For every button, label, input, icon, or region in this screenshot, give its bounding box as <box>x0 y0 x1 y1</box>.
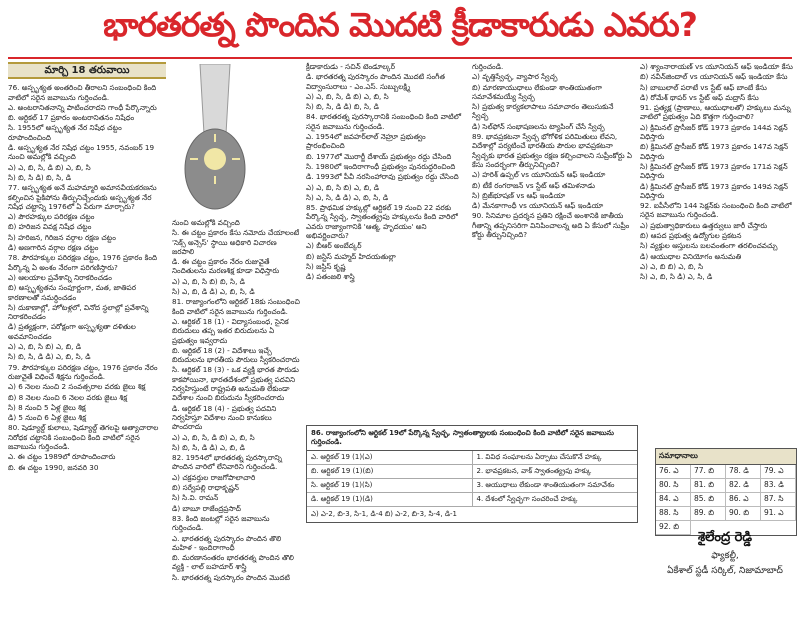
text-line: బి) జస్టిస్ మహ్మద్ హిదయతుల్లా <box>306 251 396 261</box>
table-cell: ఎ. ఆర్టికల్ 19 (1)(ఎ) <box>307 451 473 464</box>
text-line: ఎ) చక్రవర్తుల రాజగోపాలాచారి <box>172 472 256 482</box>
text-line: సి) బి, సి, డి డి) ఎ, బి, డి <box>172 442 245 452</box>
text-line: బి. ఆర్టికల్ 18 (2) - విదేశాలు ఇచ్చే బిరుదులను భారతీయ పౌరులు స్వీకరించరాదు <box>172 345 300 365</box>
text-line: డి) బాబూ రాజేంద్రప్రసాద్ <box>172 503 241 513</box>
text-line: గుర్తించండి. <box>472 62 504 71</box>
text-line: సి) దుకాణాల్లో, హోటళ్లలో, వినోద స్థలాల్లో ప్రవేశాన్ని నిరాకరించడం <box>8 302 149 322</box>
text-line: బి) 8 నెలల నుంచి 6 నెలల వరకు జైలు శిక్ష <box>8 392 128 402</box>
text-line: ఎ) ఎ, బి, సి బి) ఎ, బి, డి <box>8 342 82 352</box>
table-cell: 4. దేశంలో స్వేచ్ఛగా సంచరించే హక్కు <box>476 495 578 503</box>
text-line: ఎ. అంటరానితనాన్ని పాటించరాదని గాంధీ పేర్కొన్నారు <box>8 102 157 112</box>
author-block <box>655 530 795 578</box>
answer-item: 85. బి <box>691 493 726 507</box>
text-line: సి. ఆర్టికల్ 18 (3) - ఒక వ్యక్తి భారత పౌరుడు కాకపోయినా, భారతదేశంలో ప్రభుత్వ పదవిని నిర్వహిస్తుంటే రాష్ట్రపతి అనుమతి లేకుండా విదేశాల నుంచి బిరుదును స్వీకరించరాదు <box>172 365 299 403</box>
text-line: డి. అస్పృశ్యత నేర నిషేధ చట్టం 1955, నవంబర్ 19 నుంచి అమల్లోకి వచ్చింది <box>8 143 155 162</box>
answer-item: 89. బి <box>691 507 726 521</box>
text-line: ఎ) ఎ, బి, సి బి) ఎ, బి, డి <box>306 182 380 192</box>
text-line: సి) బ్రిజ్‌భూషణ్ vs ఆఫ్ ఇండియా <box>472 190 566 200</box>
text-line: డి) 5 నుంచి 6 ఏళ్ల జైలు శిక్ష <box>8 413 86 423</box>
text-line: డి. 1993లో పీవీ నరసింహారావు ప్రభుత్వం రద్దు చేసింది <box>306 172 459 182</box>
text-line: ఎ) 6 నెలల నుంచి 2 సంవత్సరాల వరకు జైలు శిక్ష <box>8 382 146 392</box>
text-line: బి) టీకే రంగరాజన్ vs స్టేట్ ఆఫ్ తమిళనాడు <box>472 180 596 190</box>
text-line: ఎ) ఎ, బి బి) ఎ, బి, సి <box>640 261 704 271</box>
text-line: ఎ) వృత్తిస్వేచ్ఛ, వ్యాపార స్వేచ్ఛ <box>472 72 558 82</box>
text-line: బి. ఈ చట్టం 1990, జనవరి 30 <box>8 462 99 472</box>
text-line: ఎ. 1954లో జవహర్‌లాల్ నెహ్రూ ప్రభుత్వం ప్రారంభించింది <box>306 132 426 151</box>
table-cell: 2. భావప్రకటన, వాక్ స్వాతంత్య్రపు హక్కు <box>476 467 592 475</box>
table-row <box>307 451 637 465</box>
text-line: బి) సర్వేపల్లి రాధాకృష్ణన్ <box>172 483 239 493</box>
text-line: ఎ. భారతరత్న పురస్కారం పొందిన తొలి మహిళ - ఇందిరాగాంధీ <box>172 533 282 552</box>
text-line: 91. ప్రత్యక్ష (ప్రాణాలు, ఆయుధాలతో) హక్కులు మన్ను వాటిలో ప్రభుత్వం ఏది కొత్తగా గుర్తించాలి? <box>640 103 791 122</box>
answer-item: 79. ఎ <box>761 465 796 479</box>
answer-item: 90. బి <box>726 507 761 521</box>
text-line: 77. అస్పృశ్యత అనే మహమ్మారి అమానవీయకరణను కల్పించిన పైకిపోను తీర్పునిచ్చేందుకు అస్పృశ్యత నేర నిషేధ చట్టాన్ని 1976లో ఏ పేరుగా మార్చారు? <box>8 183 157 211</box>
table-row <box>307 465 637 479</box>
author-name: శైలేంద్ర రెడ్డి <box>698 530 752 545</box>
answer-item: 80. సి <box>656 479 691 493</box>
text-line: 82. 1954లో భారతరత్న పురస్కారాన్ని పొందిన వారిలో లేనివారిని గుర్తించండి. <box>172 453 282 472</box>
text-line: డి) క్రిమినల్ ప్రొసీజర్ కోడ్ 1973 ప్రకారం 149వ సెక్షన్ విధిస్తారు <box>640 181 788 200</box>
text-line: డి) అణగారిన వర్గాల రక్షణ చట్టం <box>8 243 99 253</box>
text-line: 78. పౌరహక్కుల పరిరక్షణ చట్టం, 1976 ప్రకారం కింది పేర్కొన్న ఏ అంశం నేరంగా పరిగణిస్తారు? <box>8 253 158 272</box>
text-line: ఎ) ఎ, బి, సి, డి బి) ఎ, బి, సి <box>172 432 255 442</box>
text-line: ఎ) బీఆర్ అంబేద్కర్ <box>306 241 362 251</box>
answer-item: 82. డి <box>726 479 761 493</box>
text-line: సి. ఈ చట్టం ప్రకారం కేసు నమోదు చేయాలంటే 'సెక్స్ అన్సెస్' స్థాయి అధికారి విచారణ జరపాలి <box>172 228 300 256</box>
text-line: సి) ఎ, బి, డి డి) ఎ, బి, సి, డి <box>172 287 255 297</box>
text-line: డి. ఈ చట్టం ప్రకారం నేరం రుజువైతే నిందితులను మరణశిక్ష కూడా విధిస్తారు <box>172 257 280 276</box>
table-cell: సి. ఆర్టికల్ 19 (1)(సి) <box>307 479 473 492</box>
table-cell: 3. ఆయుధాలు లేకుండా శాంతియుతంగా సమావేశం <box>476 481 615 489</box>
text-line: సి) 8 నుంచి 5 ఏళ్ల జైలు శిక్ష <box>8 402 86 412</box>
answer-item: 78. డి <box>726 465 761 479</box>
text-line: క్రీడాకారుడు - సచిన్ టెండూల్కర్ <box>306 62 396 71</box>
answer-key-header: సమాధానాలు <box>656 449 796 465</box>
answer-item: 88. సి <box>656 507 691 521</box>
text-line: 83. కింది జంటల్లో సరైన జవాబును గుర్తించండి. <box>172 513 270 533</box>
text-line: డి) సెల్‌ఫోన్ సంభాషణలను ట్యాపింగ్ చేసే స్వేచ్ఛ <box>472 121 605 131</box>
text-line: బి) హరిజన వివక్ష నిషేధ చట్టం <box>8 222 92 232</box>
table-cell: 1. వివిధ సంఘాలను ఏర్పాటు చేసుకొనే హక్కు <box>476 453 602 461</box>
text-line: సి. 1980లో ఇందిరాగాంధీ ప్రభుత్వం పునరుద్ధరించింది <box>306 161 456 171</box>
title-rule <box>8 57 792 59</box>
author-institute: ఏకేశాల్ స్టడీ సర్కిల్, నిజామాబాద్ <box>667 566 783 576</box>
answer-item: 92. బి <box>656 521 691 535</box>
answer-item: 77. బి <box>691 465 726 479</box>
text-line: సి) ప్రభుత్వ కార్యకలాపాలు సమాచారం తెలుసుకునే స్వేచ్ఛ <box>472 102 614 121</box>
answer-item: 86. ఎ <box>726 493 761 507</box>
answer-key <box>655 448 797 536</box>
page-title: భారతరత్న పొందిన మొదటి క్రీడాకారుడు ఎవరు? <box>103 4 697 44</box>
text-line: సి) బి, సి డి) బి, సి, డి <box>8 172 72 182</box>
table-cell: బి. ఆర్టికల్ 19 (1)(బి) <box>307 465 473 478</box>
text-line: సి) బి, సి, డి డి) ఎ, బి, సి, డి <box>8 352 91 362</box>
text-line: సి) హరిజన, గిరిజన వర్గాల రక్షణ చట్టం <box>8 232 116 242</box>
text-line: 76. అస్పృశ్యత అంతరించి తీరాలని సంబంధించి కింది వాటిలో సరైన జవాబును గుర్తించండి. <box>8 83 157 102</box>
text-line: డి) మేనకాగాంధీ vs యూనియన్ ఆఫ్ ఇండియా <box>472 201 604 211</box>
text-line: ఎ) శ్యాంనారాయణ్ vs యూనియన్ ఆఫ్ ఇండియా కేసు <box>640 62 793 71</box>
text-line: బి) క్రిమినల్ ప్రొసీజర్ కోడ్ 1973 ప్రకారం 147వ సెక్షన్ విధిస్తారు <box>640 142 789 161</box>
text-line: 85. ప్రాథమిక హక్కుల్లో ఆర్టికల్ 19 నుంచి 22 వరకు పేర్కొన్న స్వేచ్ఛ, స్వాతంత్య్రపు హక్కులను కింది వారిలో ఎవరు రాజ్యాంగానికి 'ఆత్మ, హృదయం' అని అభివర్ణించారు? <box>306 203 458 241</box>
column-2 <box>172 218 300 618</box>
text-line: డి) ఆయుధాల వినియోగం అనుమతి <box>640 251 742 261</box>
text-line: 92. ఐపీసీలోని 144 సెక్షన్‌కు సంబంధించి కింది వాటిలో సరైన జవాబును గుర్తించండి. <box>640 201 792 220</box>
text-line: బి. 1977లో మొరార్జీ దేశాయ్ ప్రభుత్వం రద్దు చేసింది <box>306 151 452 161</box>
column-2-top <box>172 75 297 195</box>
matching-question-table <box>306 425 638 523</box>
text-line: సి) ఎ, సి, డి డి) ఎ, బి, సి, డి <box>306 192 389 202</box>
table-row <box>307 479 637 493</box>
text-line: నుంచి అమల్లోకి వచ్చింది <box>172 218 240 227</box>
text-line: ఎ. ఆర్టికల్ 18 (1) - విద్యాసంబంధ, సైనిక బిరుదులు తప్ప ఇతర బిరుదులను ఏ ప్రభుత్వం ఇవ్వరాదు <box>172 316 289 345</box>
text-line: ఎ) ప్రభుత్వాధికారులు ఉత్తర్వులు జారీ చేస్తారు <box>640 220 768 230</box>
text-line: డి. భారతరత్న పురస్కారం పొందిన మొదటి సంగీత విద్వాంసురాలు - ఎం.ఎస్. సుబ్బులక్ష్మి <box>306 72 445 91</box>
text-line: సి) ఎ, బి, సి డి) ఎ, సి, డి <box>640 272 713 282</box>
text-line: 81. రాజ్యాంగంలోని ఆర్టికల్ 18కు సంబంధించి కింది వాటిలో సరైన జవాబును గుర్తించండి. <box>172 297 300 316</box>
text-line: ఎ) ఎ, బి, సి, డి బి) ఎ, బి, సి <box>8 162 91 172</box>
column-4 <box>472 62 632 412</box>
column-1 <box>8 62 166 622</box>
text-line: 79. పౌరహక్కుల పరిరక్షణ చట్టం, 1976 ప్రకారం నేరం రుజువైతే విధించే శిక్షను గుర్తించండి. <box>8 362 158 381</box>
text-line: సి. 1955లో అస్పృశ్యత నేర నిషేధ చట్టం రూపొందించింది <box>8 123 122 142</box>
text-line: ఎ) ఎ, బి, సి బి) బి, సి, డి <box>172 276 245 286</box>
text-line: సి) జస్టిస్ కృష్ణ <box>306 261 346 271</box>
text-line: డి) పతంజలి శాస్త్రి <box>306 272 355 282</box>
text-line: బి) మారణాయుధాలు లేకుండా శాంతియుతంగా సమావేశమయ్యే స్వేచ్ఛ <box>472 82 602 101</box>
table-header: 86. రాజ్యాంగంలోని ఆర్టికల్ 19లో పేర్కొన్న స్వేచ్ఛ, స్వాతంత్య్రాలకు సంబంధించి కింది వాటిలో సరైన జవాబును గుర్తించండి. <box>307 426 637 451</box>
answer-item: 84. ఎ <box>656 493 691 507</box>
text-line: 80. షెడ్యూల్డ్ కులాలు, షెడ్యూల్డ్ తెగలపై అత్యాచారాల నిరోధక చట్టానికి సంబంధించి కింది వాటిలో సరైన జవాబును గుర్తించండి. <box>8 423 159 451</box>
text-line: సి) బి, సి, డి డి) బి, సి, డి <box>306 102 379 112</box>
text-line: సి) బాబులాల్ పరాటే vs స్టేట్ ఆఫ్ బాంబే కేసు <box>640 82 767 92</box>
answer-item: 83. డి <box>761 479 796 493</box>
answer-item: 87. సి <box>761 493 796 507</box>
date-badge: మార్చి 18 తరువాయి <box>8 62 166 79</box>
text-line: డి) ప్రత్యక్షంగా, పరోక్షంగా అస్పృశ్యతా దళితుల అవమానించడం <box>8 322 136 341</box>
text-line: ఎ) హరిశ్ ఉప్పల్ vs యూనియన్ ఆఫ్ ఇండియా <box>472 170 606 180</box>
column-3 <box>306 62 466 412</box>
text-line: బి) నవీన్‌జిందాల్ vs యూనియన్ ఆఫ్ ఇండియా కేసు <box>640 72 788 82</box>
text-line: బి. మరణానంతరం భారతరత్న పొందిన తొలి వ్యక్తి - లాల్ బహదూర్ శాస్త్రి <box>172 553 294 572</box>
answer-item: 76. ఎ <box>656 465 691 479</box>
text-line: బి) అస్పృశ్యతను సంపూర్ణంగా, మత, జాతిపర కారణాలతో సమర్థించడం <box>8 283 136 302</box>
text-line: బి) ఆపద ప్రభుత్వ ఉద్యోగుల ప్రకటన <box>640 231 742 241</box>
text-line: 89. భావప్రకటనా స్వేచ్ఛ భోగోళిక పరిమితులు లేవని, విదేశాల్లో పర్యటించే భారతీయ పౌరుల భావప్రకటనా స్వేచ్ఛకు భారత ప్రభుత్వం రక్షణ కల్పించాలని సుప్రీంకోర్టు ఏ కేసు సందర్భంగా తీర్పునిచ్చింది? <box>472 132 632 169</box>
text-line: ఎ) పౌరహక్కుల పరిరక్షణ చట్టం <box>8 212 95 222</box>
text-line: ఎ) ఆలయాల ప్రవేశాన్ని నిరాకరించడం <box>8 272 112 282</box>
column-5 <box>640 62 795 442</box>
text-line: సి) వ్యక్తుల ఆస్తులను బలవంతంగా తరలించవచ్చు <box>640 241 778 251</box>
text-line: డి. ఆర్టికల్ 18 (4) - ప్రభుత్వ పదవిని నిర్వహిస్తూ విదేశాల నుంచి కానుకలు పొందరాదు <box>172 403 277 432</box>
text-line: 84. భారతరత్న పురస్కారానికి సంబంధించి కింది వాటిలో సరైన జవాబును గుర్తించండి. <box>306 112 462 131</box>
text-line: 90. సినిమాల ప్రదర్శన ప్రతిని రక్షించే అంశానికి జాతీయ గీతాన్ని తప్పనిసరిగా వినిపించాలన్న అది ఏ కేసులో సుప్రీం కోర్టు తీర్పునిచ్చింది? <box>472 211 630 240</box>
text-line: డి) రోమేశ్ థాపర్ vs స్టేట్ ఆఫ్ మద్రాస్ కేసు <box>640 92 759 102</box>
text-line: సి. భారతరత్న పురస్కారం పొందిన మొదటి <box>172 572 290 582</box>
table-row <box>307 493 637 507</box>
text-line: సి) సి.వి. రామన్ <box>172 493 219 503</box>
text-line: బి. ఆర్టికల్ 17 ప్రకారం అంటరానితనం నిషేధం <box>8 113 135 123</box>
table-cell: డి. ఆర్టికల్ 19 (1)(డి) <box>307 493 473 506</box>
text-line: ఎ) క్రిమినల్ ప్రొసీజర్ కోడ్ 1973 ప్రకారం 144వ సెక్షన్ విధిస్తారు <box>640 122 788 142</box>
table-options: ఎ) ఎ-2, బి-3, సి-1, డి-4 బి) ఎ-2, బి-3, సి-4, డి-1 <box>311 510 457 518</box>
text-line: సి) క్రిమినల్ ప్రొసీజర్ కోడ్ 1973 ప్రకారం 171వ సెక్షన్ విధిస్తారు <box>640 161 788 181</box>
author-role: ఫ్యాకల్టీ, <box>711 551 739 561</box>
answer-item: 81. బి <box>691 479 726 493</box>
text-line: ఎ. ఈ చట్టం 1989లో రూపొందించారు <box>8 452 116 462</box>
text-line: ఎ) ఎ, బి, సి, డి బి) ఎ, బి, సి <box>306 91 389 101</box>
answer-item: 91. ఎ <box>761 507 796 521</box>
